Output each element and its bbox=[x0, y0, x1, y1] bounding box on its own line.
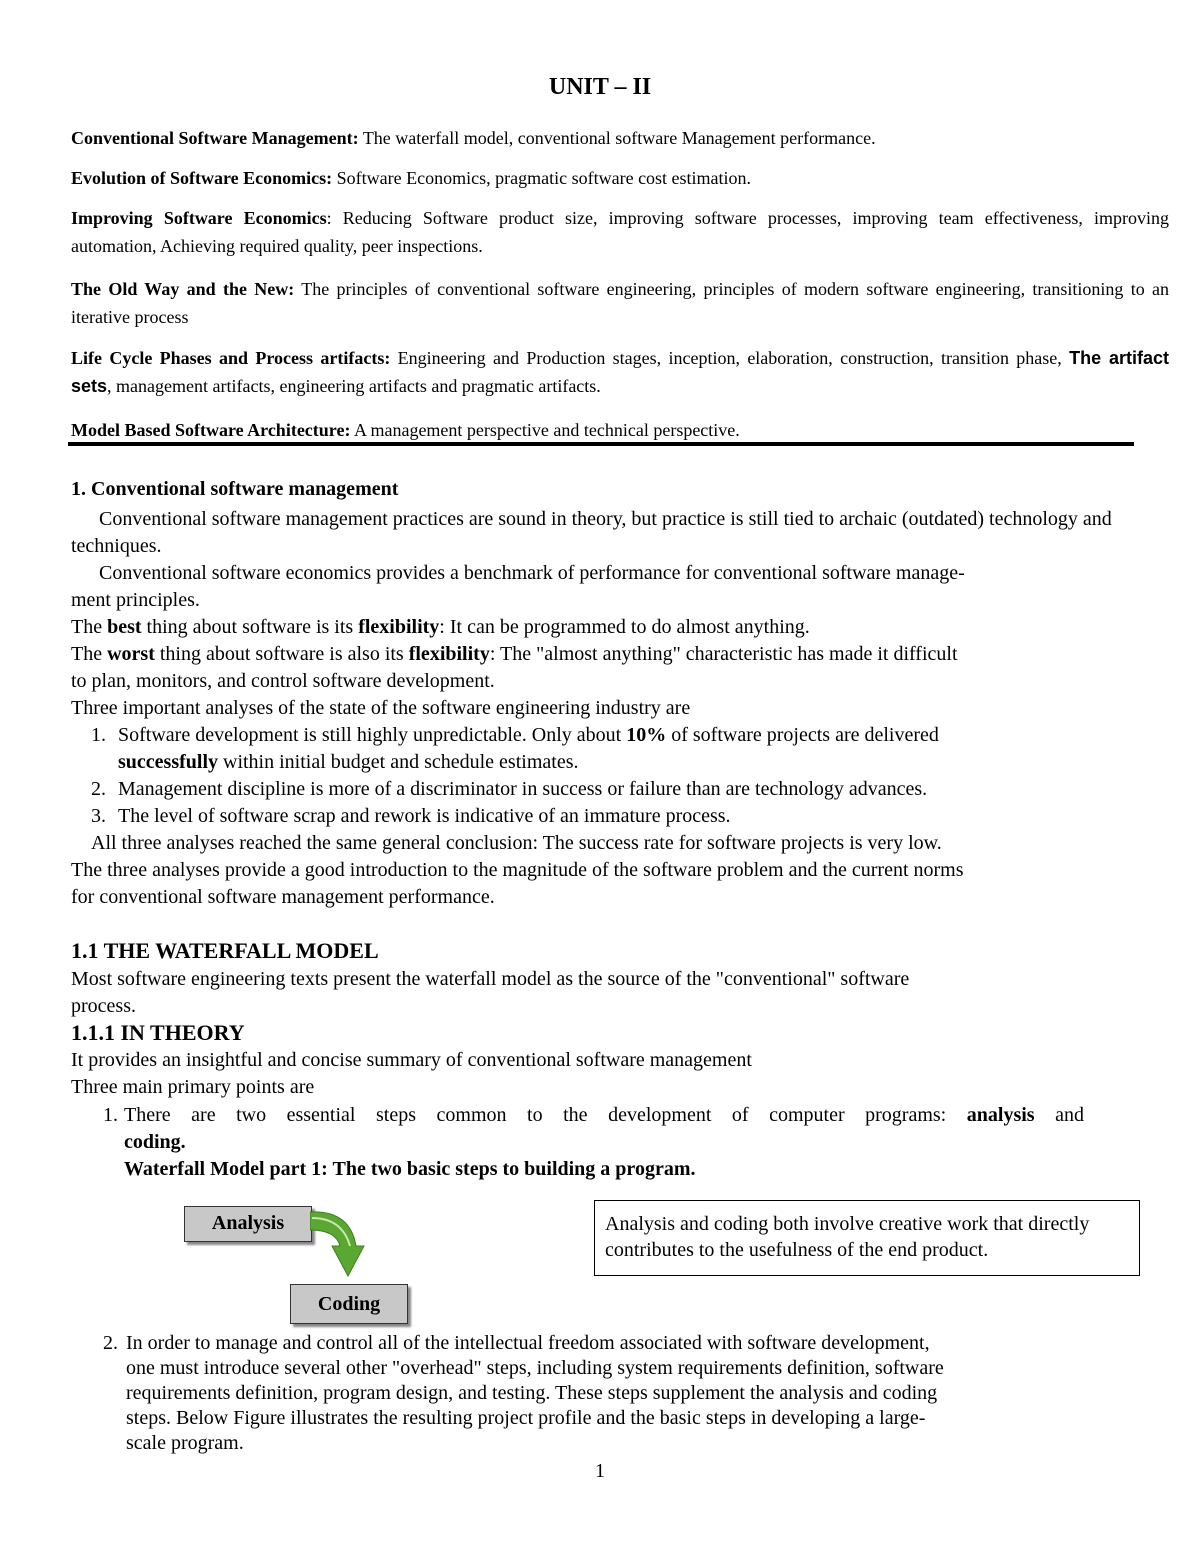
paragraph-line: to plan, monitors, and control software development. bbox=[71, 670, 495, 692]
list-number: 1. bbox=[103, 1104, 118, 1126]
list-item-line: one must introduce several other "overhead" steps, including system requirements definition, software bbox=[126, 1357, 944, 1379]
list-item: The level of software scrap and rework is indicative of an immature process. bbox=[118, 805, 731, 827]
paragraph-line: All three analyses reached the same general conclusion: The success rate for software projects is very low. bbox=[91, 832, 942, 854]
unit-title: UNIT – II bbox=[548, 74, 652, 100]
paragraph-line: ment principles. bbox=[71, 589, 200, 611]
syllabus-item: Model Based Software Architecture: A management perspective and technical perspective. bbox=[71, 420, 740, 440]
paragraph-line: Most software engineering texts present the waterfall model as the source of the "conventional" software bbox=[71, 968, 910, 990]
paragraph-line: for conventional software management performance. bbox=[71, 886, 495, 908]
note-box: Analysis and coding both involve creative work that directly contributes to the usefulness of the end product. bbox=[594, 1200, 1140, 1276]
paragraph-line: It provides an insightful and concise summary of conventional software management bbox=[71, 1049, 752, 1071]
divider-rule bbox=[68, 442, 1134, 446]
analysis-box: Analysis bbox=[184, 1206, 312, 1242]
syllabus-item: Conventional Software Management: The waterfall model, conventional software Management performance. bbox=[71, 128, 876, 148]
figure-caption: Waterfall Model part 1: The two basic steps to building a program. bbox=[124, 1158, 696, 1180]
list-item-cont: coding. bbox=[124, 1131, 186, 1153]
list-item-line: scale program. bbox=[126, 1432, 244, 1454]
coding-box: Coding bbox=[290, 1284, 408, 1324]
list-item-cont: successfully within initial budget and schedule estimates. bbox=[118, 751, 579, 773]
syllabus-item: Evolution of Software Economics: Software Economics, pragmatic software cost estimation. bbox=[71, 168, 752, 188]
list-item: There are two essential steps common to the development of computer programs: analysis and bbox=[124, 1104, 1084, 1126]
list-item: Software development is still highly unpredictable. Only about 10% of software projects are delivered bbox=[118, 724, 939, 746]
list-item-line: steps. Below Figure illustrates the resulting project profile and the basic steps in developing a large- bbox=[126, 1407, 926, 1429]
list-number: 2. bbox=[91, 778, 106, 800]
syllabus-item: Life Cycle Phases and Process artifacts: Engineering and Production stages, inception, elaboration, construction, transition phase, The artifact sets, management artifacts, engineering artifacts and pragmatic artifacts. bbox=[71, 348, 1169, 396]
section-heading: 1.1 THE WATERFALL MODEL bbox=[71, 938, 379, 963]
syllabus-item: Improving Software Economics: Reducing Software product size, improving software processes, improving team effectiveness, improving automation, Achieving required quality, peer inspections. bbox=[71, 208, 1169, 256]
paragraph-line: process. bbox=[71, 995, 136, 1017]
list-item: Management discipline is more of a discriminator in success or failure than are technology advances. bbox=[118, 778, 928, 800]
list-number: 1. bbox=[91, 724, 106, 746]
best-line: The best thing about software is its flexibility: It can be programmed to do almost anything. bbox=[71, 616, 810, 638]
paragraph-line: Three important analyses of the state of the software engineering industry are bbox=[71, 697, 691, 719]
page-number: 1 bbox=[595, 1460, 605, 1482]
section-heading: 1. Conventional software management bbox=[71, 478, 399, 500]
list-item-line: requirements definition, program design, and testing. These steps supplement the analysis and coding bbox=[126, 1382, 938, 1404]
curved-arrow-icon bbox=[310, 1206, 384, 1282]
paragraph-line: Conventional software economics provides a benchmark of performance for conventional software manage- bbox=[99, 562, 965, 584]
paragraph-line: Three main primary points are bbox=[71, 1076, 315, 1098]
list-number: 3. bbox=[91, 805, 106, 827]
syllabus-item: The Old Way and the New: The principles of conventional software engineering, principles of modern software engineering, transitioning to an iterative process bbox=[71, 279, 1169, 327]
paragraph-line: The three analyses provide a good introduction to the magnitude of the software problem and the current norms bbox=[71, 859, 964, 881]
subsection-heading: 1.1.1 IN THEORY bbox=[71, 1020, 245, 1045]
worst-line: The worst thing about software is also its flexibility: The "almost anything" characteristic has made it difficult bbox=[71, 643, 958, 665]
list-number: 2. bbox=[103, 1332, 118, 1354]
list-item-line: In order to manage and control all of the intellectual freedom associated with software development, bbox=[126, 1332, 930, 1354]
paragraph: Conventional software management practices are sound in theory, but practice is still tied to archaic (outdated) technology and techniques. bbox=[71, 508, 1112, 557]
